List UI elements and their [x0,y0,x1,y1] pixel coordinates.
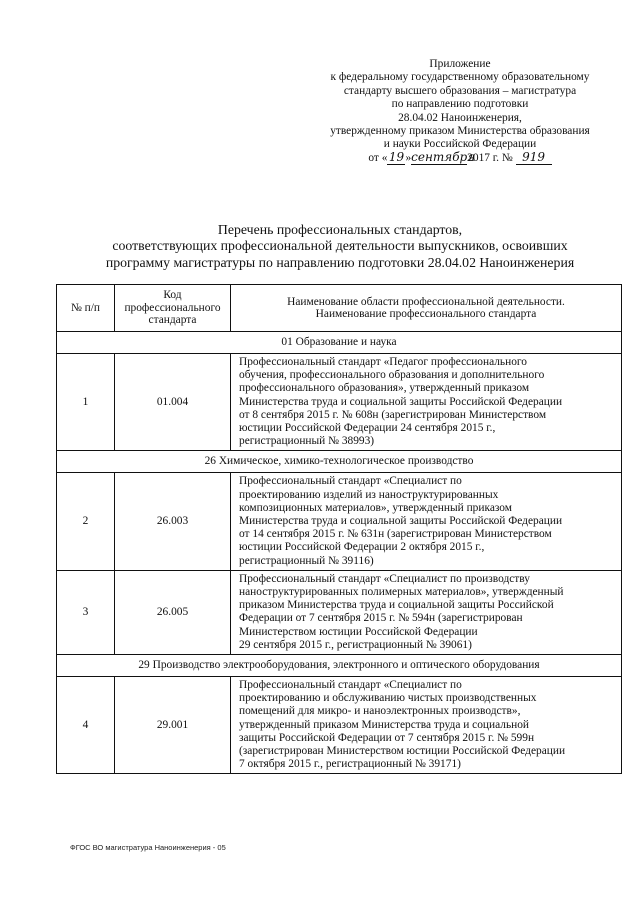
description-line: Профессиональный стандарт «Специалист по производству [239,572,530,585]
table-row [57,354,622,451]
table-header-row [57,285,622,332]
description-line: от 8 сентября 2015 г. № 608н (зарегистрирован Министерством [239,408,547,421]
standard-description [231,570,622,654]
appendix-line: стандарту высшего образования – магистратура [343,84,577,97]
description-line: профессионального образования», утвержденный приказом [239,382,530,395]
description-line: 29 сентября 2015 г., регистрационный № 39061) [239,638,472,651]
handwritten-month: сентября [411,149,476,164]
section-row [57,451,622,473]
section-title: 29 Производство электрооборудования, электронного и оптического оборудования [57,655,622,677]
handwritten-day: 19 [388,149,405,164]
standard-description [231,473,622,570]
standard-code: 29.001 [115,677,231,774]
appendix-title: Приложение [429,58,491,70]
description-line: проектированию и обслуживанию чистых производственных [239,692,537,705]
section-title: 01 Образование и наука [57,332,622,354]
description-line: приказом Министерства труда и социальной защиты Российской [239,599,554,612]
description-line: помещений для микро- и наноэлектронных производств», [239,705,521,718]
header-num: № п/п [57,285,115,332]
standard-code: 26.003 [115,473,231,570]
standards-table [56,284,622,774]
date-year: 2017 г. № [467,151,513,164]
table-row [57,473,622,570]
description-line: композиционных материалов», утвержденный приказом [239,501,512,514]
header-name-line2: Наименование профессионального стандарта [315,308,537,320]
document-heading [40,222,640,271]
section-row [57,655,622,677]
appendix-line: к федеральному государственному образовательному [330,71,590,84]
description-line: утвержденный приказом Министерства труда и социальной [239,718,530,731]
date-prefix: от « [368,151,388,164]
description-line: 7 октября 2015 г., регистрационный № 39171) [239,758,461,771]
standard-code: 01.004 [115,354,231,451]
description-line: Министерством юстиции Российской Федерации [239,625,478,638]
row-number: 4 [57,677,115,774]
description-line: Федерации от 7 сентября 2015 г. № 594н (зарегистрирован [239,612,523,625]
appendix-block [300,58,620,165]
heading-line: соответствующих профессиональной деятельности выпускников, освоивших [112,238,568,254]
row-number: 3 [57,570,115,654]
handwritten-order-number: 919 [522,149,546,164]
description-line: Министерства труда и социальной защиты Российской Федерации [239,515,563,528]
date-mid: » [405,151,412,164]
description-line: защиты Российской Федерации от 7 сентября 2015 г. № 599н [239,731,535,744]
header-code: Код профессионального стандарта [115,285,231,332]
standard-description [231,354,622,451]
standard-code: 26.005 [115,570,231,654]
order-date-line [300,149,620,165]
page-footer: ФГОС ВО магистратура Наноинженерия - 05 [70,843,226,852]
table-row [57,570,622,654]
description-line: юстиции Российской Федерации 24 сентября 2015 г., [239,422,496,435]
description-line: Профессиональный стандарт «Специалист по [239,475,462,488]
description-line: регистрационный № 39116) [239,554,374,567]
description-line: регистрационный № 38993) [239,435,375,448]
appendix-line: утвержденному приказом Министерства образования [330,125,590,138]
description-line: Министерства труда и социальной защиты Российской Федерации [239,395,563,408]
section-row [57,332,622,354]
header-name-line1: Наименование области профессиональной деятельности. [287,295,565,308]
appendix-line: 28.04.02 Наноинженерия, [398,111,522,124]
heading-line: Перечень профессиональных стандартов, [217,222,463,237]
row-number: 1 [57,354,115,451]
description-line: наноструктурированных полимерных материалов», утвержденный [239,586,564,599]
section-title: 26 Химическое, химико-технологическое производство [57,451,622,473]
row-number: 2 [57,473,115,570]
description-line: Профессиональный стандарт «Педагог профессионального [239,356,528,368]
header-name [231,285,622,332]
description-line: обучения, профессионального образования и дополнительного [239,369,545,382]
heading-line: программу магистратуры по направлению подготовки 28.04.02 Наноинженерия [105,254,575,270]
table-row [57,677,622,774]
description-line: (зарегистрирован Министерством юстиции Российской Федерации [239,745,566,758]
description-line: юстиции Российской Федерации 2 октября 2015 г., [239,541,485,554]
standard-description [231,677,622,774]
appendix-line: и науки Российской Федерации [383,138,537,151]
appendix-line: по направлению подготовки [391,98,529,111]
description-line: Профессиональный стандарт «Специалист по [239,679,462,692]
description-line: проектированию изделий из наноструктурированных [239,488,499,501]
description-line: от 14 сентября 2015 г. № 631н (зарегистрирован Министерством [239,528,552,541]
